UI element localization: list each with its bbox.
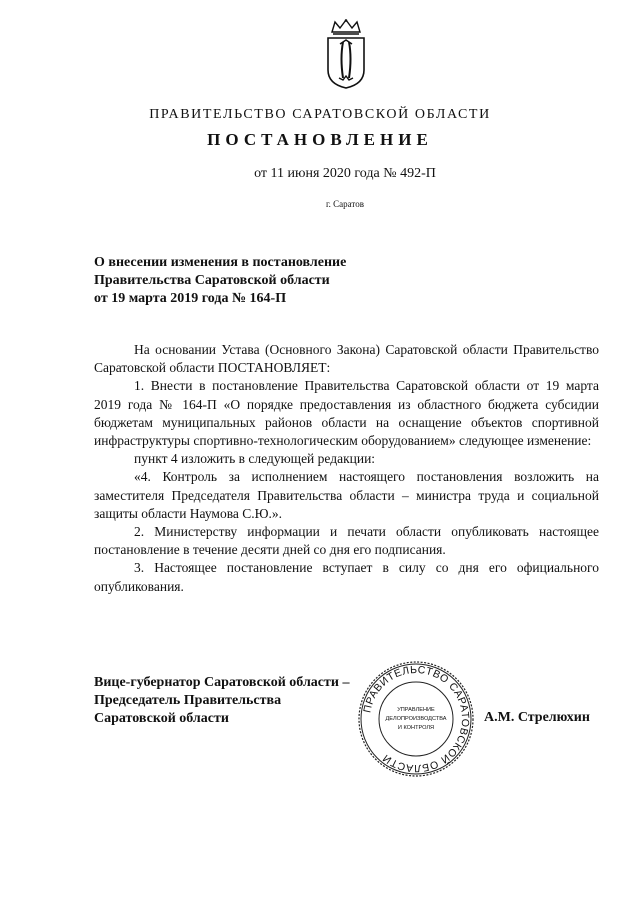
government-name: ПРАВИТЕЛЬСТВО САРАТОВСКОЙ ОБЛАСТИ <box>149 107 491 122</box>
signature-block <box>94 674 394 728</box>
subject-line: от 19 марта 2019 года № 164-П <box>94 291 287 306</box>
paragraph-item-1-instruction: пункт 4 изложить в следующей редакции: <box>134 451 376 467</box>
paragraph-item-3: 3. Настоящее постановление вступает в силу со дня его официального опубликования. <box>94 560 599 594</box>
saratov-coat-of-arms-icon <box>323 18 369 90</box>
document-subject <box>94 254 414 308</box>
paragraph-preamble: На основании Устава (Основного Закона) Саратовской области Правительство Саратовской области ПОСТАНОВЛЯЕТ: <box>94 342 599 376</box>
signer-position-line: Вице-губернатор Саратовской области – <box>94 675 350 690</box>
stamp-ring-text: ПРАВИТЕЛЬСТВО САРАТОВСКОЙ ОБЛАСТИ <box>361 663 472 775</box>
paragraph-item-1: 1. Внести в постановление Правительства Саратовской области от 19 марта 2019 года № 164-П «О порядке предоставления из областного бюджета субсидии бюджетам муниципальных районов области на оснащение объектов спортивной инфраструктуры спортивно-технологическим оборудованием» следующее изменение: <box>94 378 599 449</box>
stamp-inner-line: ДЕЛОПРОИЗВОДСТВА <box>385 716 447 722</box>
paragraph-item-2: 2. Министерству информации и печати области опубликовать настоящее постановление в течение десяти дней со дня его подписания. <box>94 524 599 558</box>
document-date-number: от 11 июня 2020 года № 492-П <box>254 166 436 181</box>
paragraph-item-1-new-text: «4. Контроль за исполнением настоящего постановления возложить на заместителя Председателя Правительства области – министра труда и социальной защиты области Наумова С.Ю.». <box>94 469 599 521</box>
stamp-inner-line: И КОНТРОЛЯ <box>397 725 435 731</box>
subject-line: О внесении изменения в постановление <box>94 255 347 270</box>
document-city: г. Саратов <box>326 199 364 209</box>
official-stamp <box>357 660 475 778</box>
signer-name: А.М. Стрелюхин <box>484 710 590 725</box>
document-body <box>94 341 599 596</box>
stamp-inner-line: УПРАВЛЕНИЕ <box>397 707 435 713</box>
document-type: ПОСТАНОВЛЕНИЕ <box>207 130 433 149</box>
signer-position-line: Саратовской области <box>94 711 229 726</box>
subject-line: Правительства Саратовской области <box>94 273 330 288</box>
signer-position-line: Председатель Правительства <box>94 693 282 708</box>
